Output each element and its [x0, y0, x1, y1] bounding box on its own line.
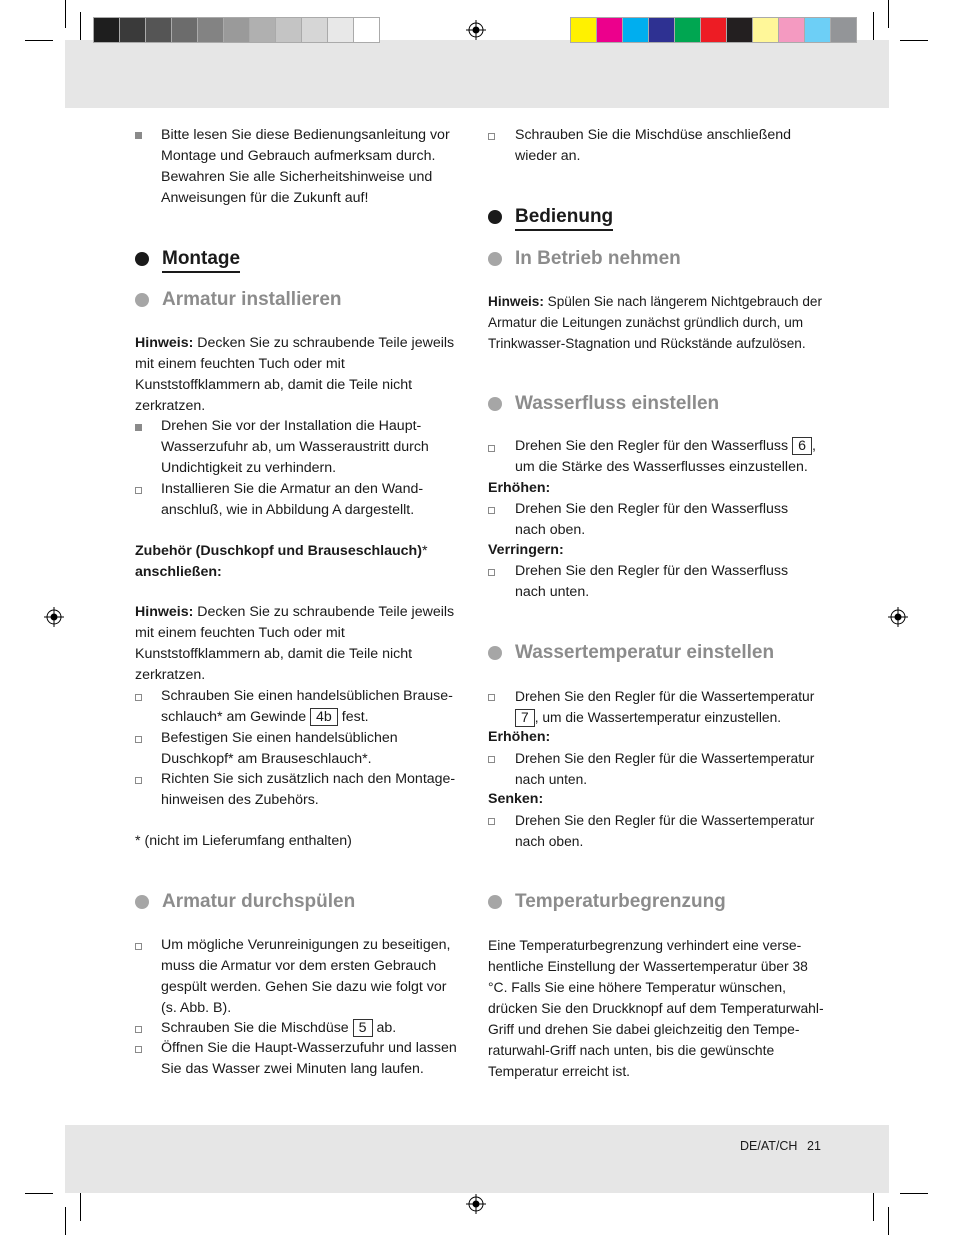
- color-swatch: [328, 17, 354, 43]
- crop-mark: [25, 1193, 53, 1194]
- process-color-bar: [570, 17, 857, 43]
- step-temperatur-erhoehen: Drehen Sie den Regler für die Wassertemperatur nach unten.: [515, 751, 815, 787]
- step-mischduese-anschrauben: Schrauben Sie die Mischdüse anschließend wieder an.: [515, 127, 792, 164]
- hinweis-note-1: Hinweis: Decken Sie zu schraubende Teile jeweils mit einem feuchten Tuch oder mit Kunststoffklammern ab, damit die Teile nicht zerkratzen.: [135, 335, 455, 414]
- checkbox-bullet-icon: [135, 694, 142, 701]
- step-armatur-installieren: Installieren Sie die Armatur an den Wand-anschluß, wie in Abbildung A dargestellt.: [161, 481, 424, 518]
- color-swatch: [354, 17, 380, 43]
- color-swatch: [198, 17, 224, 43]
- heading-bullet-icon: [488, 646, 502, 660]
- step-wasserzufuhr-oeffnen: Öffnen Sie die Haupt-Wasserzufuhr und lassen Sie das Wasser zwei Minuten lang laufen.: [161, 1040, 457, 1077]
- label-verringern: Verringern:: [488, 542, 564, 558]
- step-montagehinweise: Richten Sie sich zusätzlich nach den Montage-hinweisen des Zubehörs.: [161, 771, 456, 808]
- checkbox-bullet-icon: [135, 736, 142, 743]
- heading-bullet-icon: [135, 252, 149, 266]
- crop-mark: [65, 0, 66, 28]
- part-reference-7: 7: [515, 709, 535, 727]
- heading-bullet-icon: [488, 252, 502, 266]
- intro-paragraph: Bitte lesen Sie diese Bedienungsanleitung vor Montage und Gebrauch aufmerksam durch. Bewahren Sie alle Sicherheitshinweise und Anweisungen für die Zukunft auf!: [161, 127, 450, 206]
- color-swatch: [831, 17, 857, 43]
- checkbox-bullet-icon: [488, 818, 495, 825]
- part-reference-6: 6: [792, 437, 812, 455]
- color-swatch: [570, 17, 597, 43]
- heading-bullet-icon: [488, 397, 502, 411]
- step-brauseschlauch: Schrauben Sie einen handelsüblichen Brause-schlauch* am Gewinde 4b fest.: [161, 688, 453, 725]
- checkbox-bullet-icon: [488, 133, 495, 140]
- step-duschkopf: Befestigen Sie einen handelsüblichen Duschkopf* am Brauseschlauch*.: [161, 730, 398, 767]
- label-senken: Senken:: [488, 791, 544, 807]
- temperaturbegrenzung-paragraph: Eine Temperaturbegrenzung verhindert eine verse-hentliche Einstellung der Wassertemperatur über 38 °C. Falls Sie eine höhere Temperatur wünschen, drücken Sie den Druckknopf auf dem Temperaturwahl-Griff und drehen Sie dabei gleichzeitig den Tempe-raturwahl-Griff nach unten, bis die gewünschte Temperatur erreicht ist.: [488, 937, 824, 1079]
- header-band: [65, 40, 889, 108]
- country-code: DE/AT/CH: [740, 1139, 798, 1153]
- label-erhoehen-temp: Erhöhen:: [488, 729, 551, 745]
- checkbox-bullet-icon: [488, 507, 495, 514]
- color-swatch: [805, 17, 831, 43]
- registration-mark-icon: [44, 607, 64, 627]
- zubehoer-heading: Zubehör (Duschkopf und Brauseschlauch)* anschließen:: [135, 543, 428, 580]
- crop-mark: [80, 12, 81, 40]
- step-wasserfluss-verringern: Drehen Sie den Regler für den Wasserfluss nach unten.: [515, 563, 789, 600]
- footer-band: [65, 1125, 889, 1193]
- checkbox-bullet-icon: [488, 445, 495, 452]
- filled-bullet-icon: [135, 132, 142, 139]
- color-swatch: [250, 17, 276, 43]
- step-temperatur-senken: Drehen Sie den Regler für die Wassertemperatur nach oben.: [515, 813, 815, 849]
- heading-bullet-icon: [135, 895, 149, 909]
- checkbox-bullet-icon: [135, 777, 142, 784]
- crop-mark: [888, 1207, 889, 1235]
- color-swatch: [649, 17, 675, 43]
- part-reference-5: 5: [353, 1019, 373, 1037]
- crop-mark: [873, 12, 874, 40]
- checkbox-bullet-icon: [488, 569, 495, 576]
- checkbox-bullet-icon: [488, 694, 495, 701]
- step-haupt-wasserzufuhr: Drehen Sie vor der Installation die Haupt-Wasserzufuhr ab, um Wasseraustritt durch Undichtigkeit zu verhindern.: [161, 418, 429, 476]
- step-wasserfluss: Drehen Sie den Regler für den Wasserfluss 6 , um die Stärke des Wasserflusses einzustellen.: [515, 438, 816, 475]
- hinweis-betrieb: Hinweis: Spülen Sie nach längerem Nichtgebrauch der Armatur die Leitungen zunächst gründlich durch, um Trinkwasser-Stagnation und Rückstände aufzulösen.: [488, 294, 822, 351]
- registration-mark-icon: [466, 1194, 486, 1214]
- crop-mark: [888, 0, 889, 28]
- crop-mark: [900, 1193, 928, 1194]
- step-wassertemperatur: Drehen Sie den Regler für die Wassertemperatur 7 , um die Wassertemperatur einzustellen.: [515, 689, 815, 725]
- color-swatch: [93, 17, 120, 43]
- crop-mark: [65, 1207, 66, 1235]
- registration-mark-icon: [466, 20, 486, 40]
- registration-mark-icon: [888, 607, 908, 627]
- color-swatch: [597, 17, 623, 43]
- color-swatch: [623, 17, 649, 43]
- color-swatch: [172, 17, 198, 43]
- color-swatch: [753, 17, 779, 43]
- label-erhoehen: Erhöhen:: [488, 480, 551, 496]
- crop-mark: [873, 1193, 874, 1221]
- checkbox-bullet-icon: [135, 1046, 142, 1053]
- color-swatch: [727, 17, 753, 43]
- page-number: 21: [807, 1139, 821, 1153]
- step-wasserfluss-erhoehen: Drehen Sie den Regler für den Wasserfluss nach oben.: [515, 501, 789, 538]
- checkbox-bullet-icon: [135, 943, 142, 950]
- step-mischduese-ab: Schrauben Sie die Mischdüse 5 ab.: [161, 1020, 397, 1036]
- color-swatch: [146, 17, 172, 43]
- color-swatch: [276, 17, 302, 43]
- color-swatch: [779, 17, 805, 43]
- crop-mark: [80, 1193, 81, 1221]
- color-swatch: [224, 17, 250, 43]
- part-reference-4b: 4b: [310, 708, 338, 726]
- checkbox-bullet-icon: [488, 756, 495, 763]
- color-swatch: [120, 17, 146, 43]
- crop-mark: [25, 40, 53, 41]
- checkbox-bullet-icon: [135, 487, 142, 494]
- hinweis-note-2: Hinweis: Decken Sie zu schraubende Teile jeweils mit einem feuchten Tuch oder mit Kunststoffklammern ab, damit die Teile nicht zerkratzen.: [135, 604, 455, 683]
- color-swatch: [675, 17, 701, 43]
- footnote: * (nicht im Lieferumfang enthalten): [135, 833, 352, 849]
- checkbox-bullet-icon: [135, 1026, 142, 1033]
- color-swatch: [701, 17, 727, 43]
- step-verunreinigungen: Um mögliche Verunreinigungen zu beseitigen, muss die Armatur vor dem ersten Gebrauch gespült werden. Gehen Sie dazu wie folgt vor (s. Abb. B).: [161, 937, 451, 1016]
- heading-bullet-icon: [135, 293, 149, 307]
- gray-color-bar: [93, 17, 380, 43]
- filled-bullet-icon: [135, 424, 142, 431]
- color-swatch: [302, 17, 328, 43]
- heading-bullet-icon: [488, 210, 502, 224]
- crop-mark: [900, 40, 928, 41]
- heading-bullet-icon: [488, 895, 502, 909]
